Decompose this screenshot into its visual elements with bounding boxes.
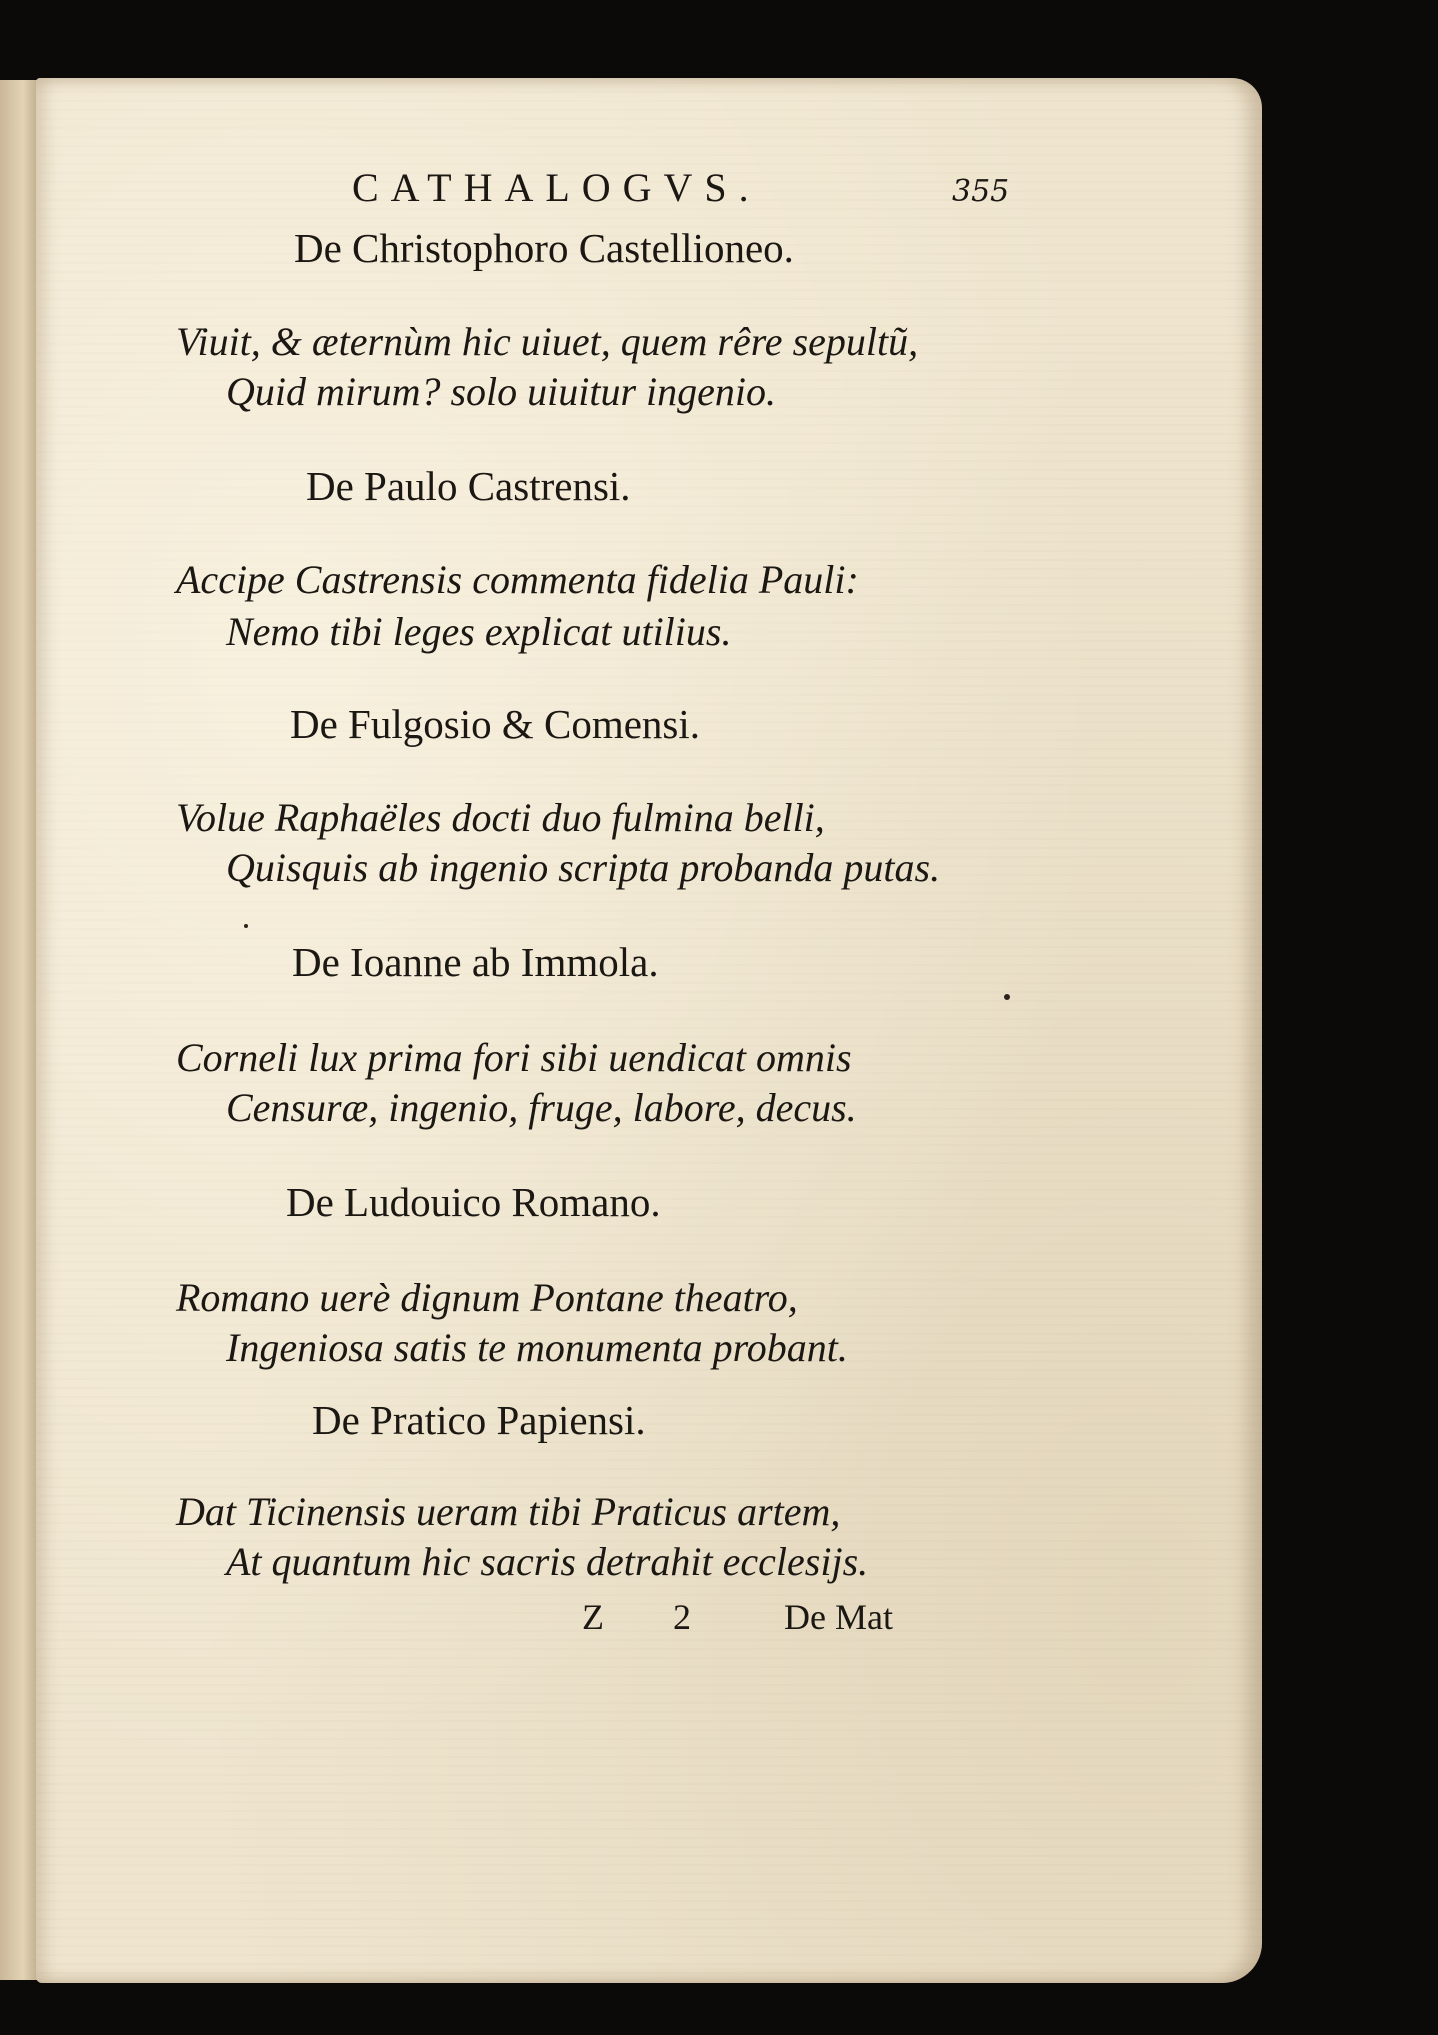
entry-heading: De Ludouico Romano. xyxy=(286,1179,661,1225)
verse-line: Nemo tibi leges explicat utilius. xyxy=(226,609,732,654)
verse-line: Corneli lux prima fori sibi uendicat omnis xyxy=(176,1035,852,1080)
verse-line: Quisquis ab ingenio scripta probanda putas. xyxy=(226,845,941,890)
signature-mark: Z 2 xyxy=(582,1597,721,1637)
verse-line: Romano uerè dignum Pontane theatro, xyxy=(176,1275,798,1320)
catchword: De Mat xyxy=(784,1597,893,1637)
page-number: 355 xyxy=(952,174,1010,209)
paper-speck xyxy=(1004,994,1010,1000)
entry-heading: De Christophoro Castellioneo. xyxy=(294,225,794,271)
verse-line: Volue Raphaëles docti duo fulmina belli, xyxy=(176,795,825,840)
verse-line: Accipe Castrensis commenta fidelia Pauli: xyxy=(176,557,859,602)
verse-line: Quid mirum? solo uiuitur ingenio. xyxy=(226,369,777,414)
entry-heading: De Fulgosio & Comensi. xyxy=(290,701,701,747)
verse-line: Dat Ticinensis ueram tibi Praticus artem, xyxy=(176,1489,841,1534)
facing-page-edge xyxy=(0,80,40,1980)
verse-line: Censuræ, ingenio, fruge, labore, decus. xyxy=(226,1085,857,1130)
book-page xyxy=(36,78,1262,1983)
running-head: CATHALOGVS. xyxy=(352,165,761,210)
verse-line: Ingeniosa satis te monumenta probant. xyxy=(226,1325,848,1370)
paper-speck xyxy=(244,924,248,928)
entry-heading: De Ioanne ab Immola. xyxy=(292,939,659,985)
verse-line: At quantum hic sacris detrahit ecclesijs. xyxy=(226,1539,869,1584)
entry-heading: De Paulo Castrensi. xyxy=(306,463,631,509)
entry-heading: De Pratico Papiensi. xyxy=(312,1397,646,1443)
verse-line: Viuit, & æternùm hic uiuet, quem rêre sepultũ, xyxy=(176,319,919,364)
